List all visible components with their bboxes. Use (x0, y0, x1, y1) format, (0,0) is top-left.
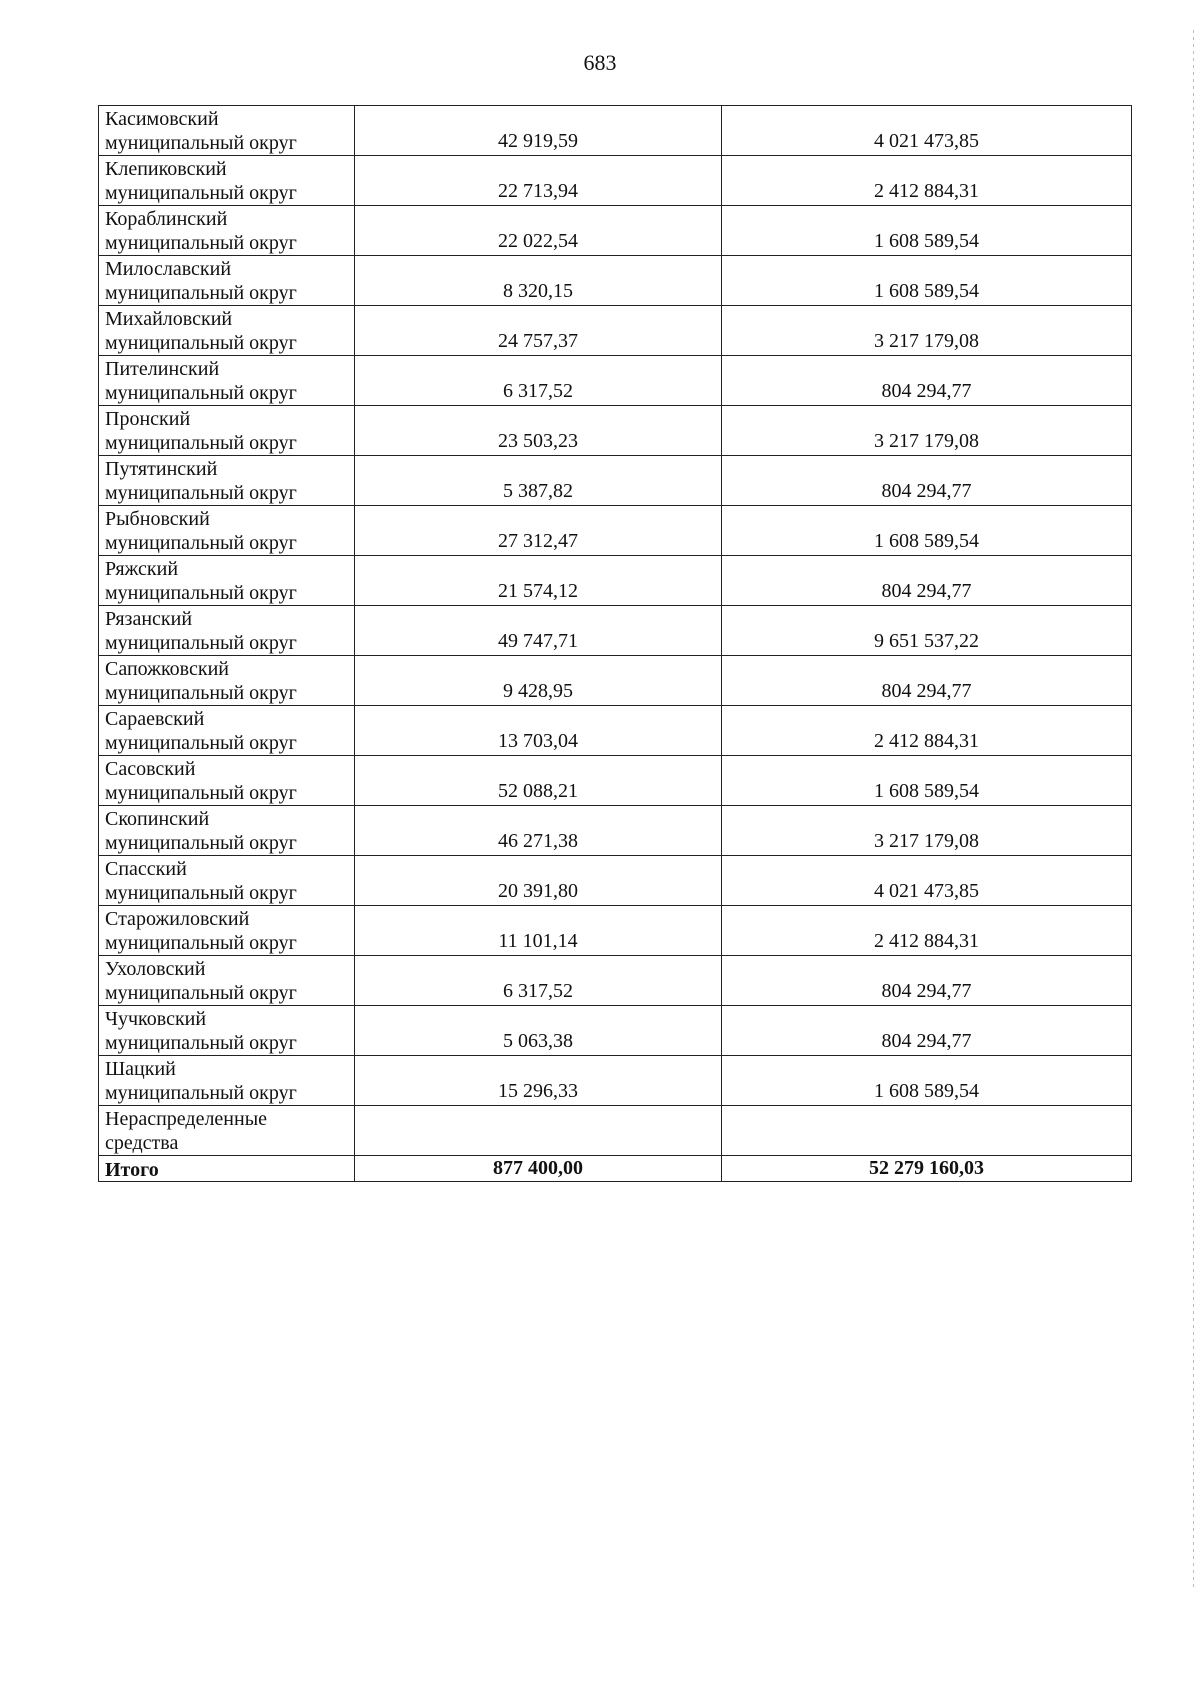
amount-col2-cell: 6 317,52 (355, 356, 722, 406)
table-row (99, 806, 1132, 856)
district-name-line: муниципальный округ (105, 382, 297, 404)
amount-col3-cell: 804 294,77 (722, 556, 1132, 606)
amount-col2-cell: 42 919,59 (355, 106, 722, 156)
amount-col3-cell: 1 608 589,54 (722, 256, 1132, 306)
total-row (99, 1156, 1132, 1182)
district-name-line: Ухоловский (105, 958, 206, 980)
district-name-line: муниципальный округ (105, 532, 297, 554)
table-row (99, 456, 1132, 506)
amount-col3-cell: 9 651 537,22 (722, 606, 1132, 656)
amount-col3-cell: 2 412 884,31 (722, 156, 1132, 206)
district-name-line: муниципальный округ (105, 732, 297, 754)
amount-col2-cell: 13 703,04 (355, 706, 722, 756)
district-name-line: муниципальный округ (105, 682, 297, 704)
amount-col2-cell: 52 088,21 (355, 756, 722, 806)
page-number: 683 (583, 50, 617, 75)
district-name-line: Путятинский (105, 458, 218, 480)
district-name-cell (99, 106, 355, 156)
district-name-cell (99, 1056, 355, 1106)
amount-col3-cell: 3 217 179,08 (722, 306, 1132, 356)
amount-col2-cell: 24 757,37 (355, 306, 722, 356)
district-name-cell (99, 756, 355, 806)
amount-col2-cell: 22 022,54 (355, 206, 722, 256)
district-name-line: муниципальный округ (105, 282, 297, 304)
amount-col3-cell: 1 608 589,54 (722, 756, 1132, 806)
table-row (99, 756, 1132, 806)
district-name-cell (99, 556, 355, 606)
table-row (99, 606, 1132, 656)
district-name-line: муниципальный округ (105, 982, 297, 1004)
table-row (99, 1056, 1132, 1106)
amount-col3-cell: 804 294,77 (722, 1006, 1132, 1056)
district-name-line: Рязанский (105, 608, 193, 630)
district-name-cell (99, 656, 355, 706)
district-name-cell (99, 956, 355, 1006)
district-name-line: Спасский (105, 858, 187, 880)
amount-col2-cell: 15 296,33 (355, 1056, 722, 1106)
table-row (99, 906, 1132, 956)
district-name-line: Михайловский (105, 308, 233, 330)
table-row (99, 356, 1132, 406)
table-body (99, 106, 1132, 1182)
allocation-table (98, 105, 1132, 1182)
table-row (99, 856, 1132, 906)
district-name-line: Клепиковский (105, 158, 227, 180)
district-name-cell (99, 256, 355, 306)
table-row (99, 556, 1132, 606)
table-row (99, 256, 1132, 306)
amount-col3-cell: 1 608 589,54 (722, 206, 1132, 256)
district-name-line: Сараевский (105, 708, 205, 730)
district-name-line: Пителинский (105, 358, 220, 380)
total-col3: 52 279 160,03 (722, 1156, 1132, 1182)
table-row (99, 106, 1132, 156)
district-name-line: Рыбновский (105, 508, 210, 530)
amount-col3-cell: 804 294,77 (722, 956, 1132, 1006)
total-col2: 877 400,00 (355, 1156, 722, 1182)
district-name-line: муниципальный округ (105, 132, 297, 154)
district-name-line: Чучковский (105, 1008, 207, 1030)
district-name-line: Касимовский (105, 108, 219, 130)
district-name-line: муниципальный округ (105, 432, 297, 454)
amount-col3-cell: 804 294,77 (722, 356, 1132, 406)
amount-col3-cell: 1 608 589,54 (722, 1056, 1132, 1106)
district-name-cell (99, 806, 355, 856)
amount-col2-cell (355, 1106, 722, 1156)
amount-col2-cell: 5 387,82 (355, 456, 722, 506)
amount-col2-cell: 20 391,80 (355, 856, 722, 906)
amount-col2-cell: 46 271,38 (355, 806, 722, 856)
district-name-line: Ряжский (105, 558, 179, 580)
amount-col2-cell: 21 574,12 (355, 556, 722, 606)
amount-col3-cell: 4 021 473,85 (722, 856, 1132, 906)
total-label: Итого (99, 1156, 355, 1182)
district-name-line: муниципальный округ (105, 882, 297, 904)
table-row (99, 206, 1132, 256)
amount-col3-cell: 2 412 884,31 (722, 906, 1132, 956)
district-name-line: муниципальный округ (105, 232, 297, 254)
district-name-line: Пронский (105, 408, 191, 430)
district-name-line: муниципальный округ (105, 582, 297, 604)
table-row (99, 306, 1132, 356)
table-row (99, 506, 1132, 556)
district-name-cell (99, 856, 355, 906)
amount-col2-cell: 23 503,23 (355, 406, 722, 456)
district-name-line: Нераспределенные (105, 1108, 268, 1130)
table-row (99, 1006, 1132, 1056)
district-name-cell (99, 306, 355, 356)
amount-col2-cell: 11 101,14 (355, 906, 722, 956)
district-name-line: средства (105, 1132, 179, 1154)
amount-col2-cell: 27 312,47 (355, 506, 722, 556)
district-name-cell (99, 506, 355, 556)
amount-col3-cell (722, 1106, 1132, 1156)
table-row (99, 706, 1132, 756)
amount-col3-cell: 4 021 473,85 (722, 106, 1132, 156)
district-name-cell (99, 606, 355, 656)
district-name-line: муниципальный округ (105, 782, 297, 804)
table-row (99, 406, 1132, 456)
table-row (99, 956, 1132, 1006)
table-row (99, 156, 1132, 206)
district-name-cell (99, 1106, 355, 1156)
district-name-cell (99, 356, 355, 406)
amount-col2-cell: 22 713,94 (355, 156, 722, 206)
district-name-cell (99, 1006, 355, 1056)
district-name-line: муниципальный округ (105, 1032, 297, 1054)
district-name-line: муниципальный округ (105, 1082, 297, 1104)
district-name-line: муниципальный округ (105, 332, 297, 354)
amount-col2-cell: 49 747,71 (355, 606, 722, 656)
district-name-cell (99, 406, 355, 456)
district-name-cell (99, 156, 355, 206)
amount-col3-cell: 804 294,77 (722, 456, 1132, 506)
district-name-line: Кораблинский (105, 208, 228, 230)
district-name-line: муниципальный округ (105, 482, 297, 504)
district-name-line: Старожиловский (105, 908, 250, 930)
table-row (99, 1106, 1132, 1156)
amount-col3-cell: 804 294,77 (722, 656, 1132, 706)
district-name-line: Сапожковский (105, 658, 230, 680)
district-name-cell (99, 456, 355, 506)
amount-col2-cell: 9 428,95 (355, 656, 722, 706)
amount-col3-cell: 3 217 179,08 (722, 806, 1132, 856)
table-row (99, 656, 1132, 706)
district-name-cell (99, 906, 355, 956)
district-name-line: Скопинский (105, 808, 210, 830)
district-name-line: муниципальный округ (105, 182, 297, 204)
district-name-line: муниципальный округ (105, 832, 297, 854)
district-name-line: Милославский (105, 258, 232, 280)
amount-col3-cell: 2 412 884,31 (722, 706, 1132, 756)
amount-col3-cell: 3 217 179,08 (722, 406, 1132, 456)
amount-col2-cell: 5 063,38 (355, 1006, 722, 1056)
amount-col3-cell: 1 608 589,54 (722, 506, 1132, 556)
district-name-line: Шацкий (105, 1058, 176, 1080)
district-name-cell (99, 206, 355, 256)
scan-edge-artifact (1193, 30, 1194, 1590)
district-name-line: Сасовский (105, 758, 196, 780)
district-name-line: муниципальный округ (105, 932, 297, 954)
district-name-line: муниципальный округ (105, 632, 297, 654)
amount-col2-cell: 8 320,15 (355, 256, 722, 306)
amount-col2-cell: 6 317,52 (355, 956, 722, 1006)
district-name-cell (99, 706, 355, 756)
